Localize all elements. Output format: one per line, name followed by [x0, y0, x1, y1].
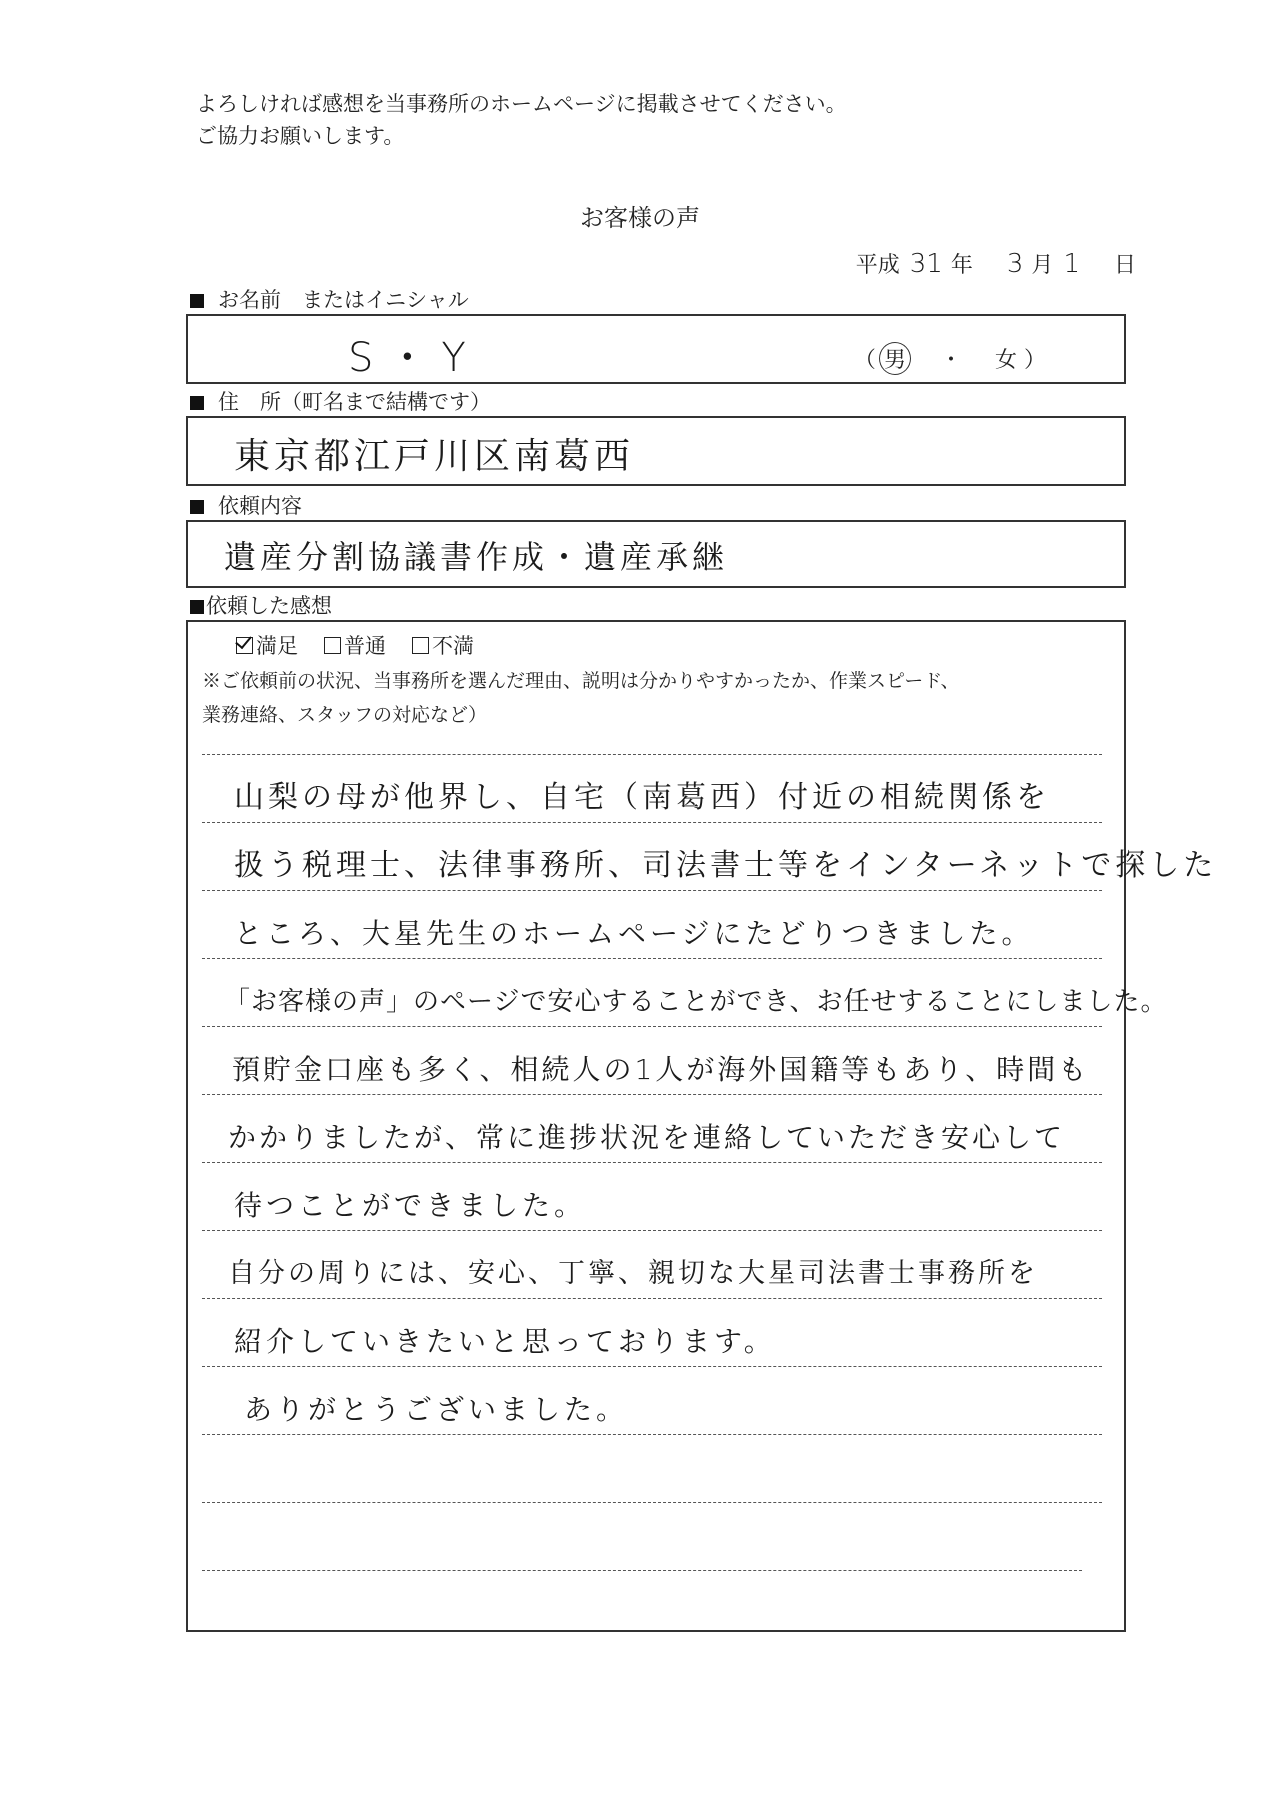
comment-line: 預貯金口座も多く、相続人の1人が海外国籍等もあり、時間も [232, 1053, 1090, 1086]
address-value: 東京都江戸川区南葛西 [234, 436, 635, 477]
checkbox-checked-icon [236, 637, 253, 654]
bullet-square-icon [190, 396, 204, 410]
impression-note [202, 664, 1102, 732]
name-value: S・Y [348, 335, 480, 381]
date-row [856, 248, 1136, 279]
comment-line: 「お客様の声」のページで安心することができ、お任せすることにしました。 [224, 987, 1168, 1017]
bullet-square-icon [190, 600, 204, 614]
checkbox-icon [324, 637, 341, 654]
ruled-line [202, 1502, 1102, 1503]
comment-line: 扱う税理士、法律事務所、司法書士等をインターネットで探した [234, 848, 1218, 883]
ruled-line [202, 1366, 1102, 1367]
date-day: 1 [1063, 249, 1080, 279]
name-box [186, 314, 1126, 384]
rating-row [236, 630, 474, 660]
date-era: 平成 [855, 253, 900, 278]
comment-line: 待つことができました。 [234, 1189, 587, 1222]
ruled-line [202, 1298, 1102, 1299]
rating-normal: 普通 [324, 630, 386, 660]
ruled-line [202, 1570, 1082, 1571]
ruled-line [202, 958, 1102, 959]
impression-box [186, 620, 1218, 1632]
gender-close-paren: ） [1023, 348, 1046, 373]
note-line-1: ※ご依頼前の状況、当事務所を選んだ理由、説明は分かりやすかったか、作業スピード、 [202, 670, 960, 692]
bullet-square-icon [190, 294, 204, 308]
address-label: 住 所（町名まで結構です） [190, 386, 491, 416]
comment-line: かかりましたが、常に進捗状況を連絡していただき安心して [228, 1121, 1066, 1154]
bullet-square-icon [190, 500, 204, 514]
date-year: 31 [909, 249, 943, 279]
comment-line: 紹介していきたいと思っております。 [234, 1325, 776, 1358]
date-day-unit: 日 [1113, 253, 1136, 278]
name-label: お名前 またはイニシャル [190, 284, 469, 314]
ruled-line [202, 822, 1102, 823]
gender-open-paren: （ [853, 348, 876, 373]
form-title: お客様の声 [580, 204, 700, 232]
date-year-unit: 年 [950, 253, 973, 278]
intro-line-1: よろしければ感想を当事務所のホームページに掲載させてください。 [196, 92, 847, 116]
ruled-line [202, 1434, 1102, 1435]
date-month-unit: 月 [1031, 253, 1054, 278]
ruled-line [202, 890, 1102, 891]
ruled-line [202, 1230, 1102, 1231]
request-label: 依頼内容 [190, 490, 302, 520]
gender-male-option: 男 [879, 342, 911, 375]
impression-label: 依頼した感想 [190, 590, 332, 620]
comment-line: ありがとうございました。 [244, 1393, 629, 1426]
ruled-line [202, 754, 1102, 755]
gender-separator: ・ [939, 348, 962, 373]
ruled-line [202, 1026, 1102, 1027]
gender-selector [854, 342, 1046, 375]
rating-dissatisfied: 不満 [412, 630, 474, 660]
request-value: 遺産分割協議書作成・遺産承継 [224, 538, 729, 576]
gender-female-option: 女 [994, 348, 1017, 373]
note-line-2: 業務連絡、スタッフの対応など） [202, 704, 488, 726]
comment-line: 自分の周りには、安心、丁寧、親切な大星司法書士事務所を [228, 1258, 1038, 1289]
ruled-line [202, 1162, 1102, 1163]
comment-line: 山梨の母が他界し、自宅（南葛西）付近の相続関係を [234, 780, 1050, 815]
rating-satisfied: 満足 [236, 630, 298, 660]
address-box [186, 416, 1126, 486]
comment-line: ところ、大星先生のホームページにたどりつきました。 [234, 917, 1034, 950]
intro-line-2: ご協力お願いします。 [196, 124, 405, 148]
checkbox-icon [412, 637, 429, 654]
date-month: 3 [1006, 249, 1024, 279]
intro-text [196, 88, 847, 152]
ruled-line [202, 1094, 1102, 1095]
request-box [186, 520, 1126, 588]
